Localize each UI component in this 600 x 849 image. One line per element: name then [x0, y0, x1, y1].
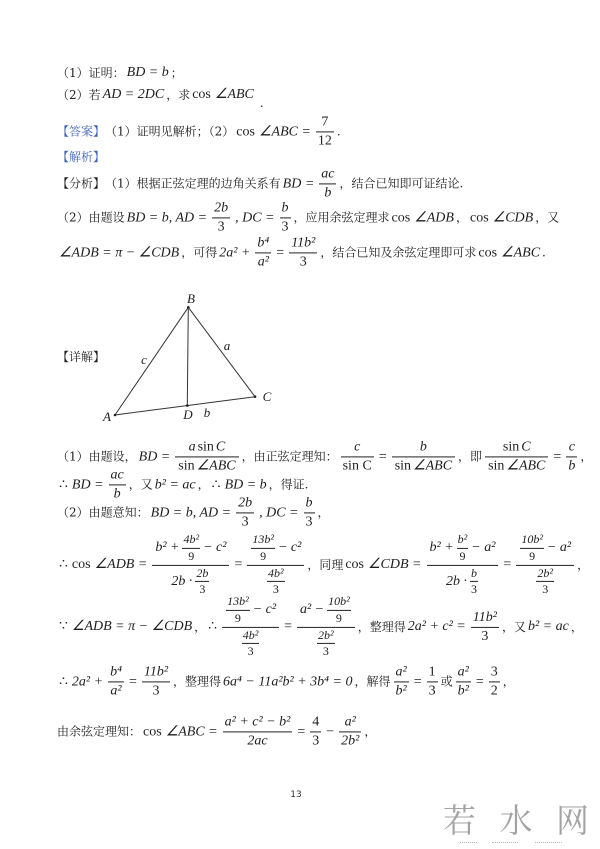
text: ，又 — [501, 619, 526, 634]
point-c-dot — [254, 395, 257, 398]
fraction-2b2-3 — [536, 567, 554, 598]
math-expression: 2a² + — [71, 673, 104, 689]
question-part-2 — [57, 86, 264, 110]
denominator: 3 — [542, 582, 549, 597]
denominator: 9 — [335, 610, 342, 625]
text: ，即 — [458, 449, 483, 464]
text: ，又 — [535, 210, 560, 225]
denominator: b² — [395, 683, 407, 699]
detail-line-5 — [57, 595, 583, 659]
denominator: 2ac — [247, 733, 268, 749]
equals: = — [128, 673, 137, 689]
fraction-b-3 — [470, 567, 478, 598]
fraction-11b2-3 — [289, 235, 317, 270]
cos-function: cos — [391, 209, 411, 225]
math-expression: BD = b — [126, 64, 169, 80]
denominator: a² — [257, 254, 269, 270]
numerator — [516, 533, 574, 566]
angle-abc: ∠ABC — [413, 458, 453, 474]
text: ，由正弦定理知： — [241, 449, 338, 464]
numerator: 13b² — [226, 595, 250, 611]
left-fraction — [222, 595, 279, 659]
equals: = — [413, 673, 422, 689]
term: a — [188, 439, 196, 455]
fraction-2b-3 — [195, 567, 209, 598]
punctuation: ， — [364, 724, 377, 739]
vertex-label-c: C — [262, 389, 272, 404]
text: ，同理 — [307, 557, 344, 572]
term: C — [521, 439, 531, 455]
numerator: 3 — [489, 664, 500, 682]
math-expression: 2a² + c² = — [407, 618, 466, 634]
text: ，又 — [128, 477, 153, 492]
detail-line-7 — [57, 714, 376, 749]
text: （2）由题意知： — [57, 505, 149, 520]
term: − c² — [252, 602, 277, 618]
text: ，应用余弦定理求 — [293, 210, 390, 225]
denominator: b — [113, 486, 121, 502]
therefore-symbol: ∴ — [211, 476, 221, 492]
numerator: 2b — [195, 567, 209, 583]
analysis-line-3 — [57, 235, 546, 270]
text: ，求 — [166, 87, 191, 102]
cos-function: cos — [71, 556, 91, 572]
numerator: a² — [394, 664, 409, 682]
denominator: 2b² — [341, 733, 360, 749]
denominator: b — [324, 185, 332, 201]
denominator: b² — [457, 683, 469, 699]
text: （2）由题设 — [57, 210, 125, 225]
angle-abc: ∠ABC — [214, 86, 254, 102]
term: 2b · — [445, 573, 467, 589]
sin-function: sin — [502, 439, 520, 455]
math-expression: , DC = — [235, 209, 275, 225]
denominator: 3 — [312, 733, 320, 749]
numerator — [297, 595, 355, 628]
watermark-char: 若 — [443, 800, 476, 840]
solution-header — [57, 150, 105, 164]
fraction-ac-b — [319, 166, 336, 201]
math-expression: ∠ADB = π − ∠CDB — [71, 618, 193, 634]
triangle-diagram — [100, 290, 280, 425]
punctuation: ， — [197, 477, 210, 492]
side-label-a: a — [223, 338, 231, 353]
text: 由余弦定理知： — [57, 724, 142, 739]
term: C — [215, 439, 226, 455]
numerator: b — [392, 439, 455, 457]
analysis-line-2 — [57, 200, 559, 235]
cos-cdb-simplified-fraction — [516, 533, 574, 597]
detail-line-4 — [57, 533, 589, 597]
cos-adb-simplified-fraction — [247, 533, 304, 597]
numerator: ac — [109, 467, 126, 485]
punctuation: ， — [455, 210, 468, 225]
because-symbol: ∵ — [59, 618, 68, 634]
fraction-b4-a2 — [255, 235, 271, 270]
numerator: 7 — [316, 114, 334, 132]
sin-function: sin — [394, 458, 412, 474]
equals: = — [475, 673, 484, 689]
fraction-3-2 — [489, 664, 500, 699]
fraction-2b-3 — [236, 495, 254, 530]
angle-abc: ∠ABC — [501, 244, 541, 260]
cos-function: cos — [478, 244, 498, 260]
answer-tag: 【答案】 — [57, 124, 106, 139]
numerator: 13b² — [251, 533, 275, 549]
numerator — [247, 533, 304, 566]
fraction-b-sinabc — [392, 439, 455, 474]
text: ，结合已知即可证结论. — [339, 176, 464, 191]
fraction-4-3 — [310, 714, 321, 749]
numerator: b — [304, 495, 315, 513]
denominator: 9 — [188, 548, 195, 563]
side-label-c: c — [141, 352, 147, 367]
denominator — [427, 566, 499, 598]
denominator: 3 — [470, 582, 477, 597]
period: . — [336, 124, 341, 139]
cos-function: cos — [345, 556, 364, 572]
text-or: 或 — [440, 674, 453, 689]
cos-cdb-fraction — [427, 533, 499, 597]
vertex-label-a: A — [103, 409, 111, 424]
math-expression: BD = b, AD = — [150, 504, 232, 520]
math-expression: ∠ADB = π − ∠CDB — [59, 244, 180, 260]
side-bc-line — [188, 307, 255, 396]
part-2-label: （2）若 — [57, 87, 101, 102]
detail-tag: 【详解】 — [57, 349, 106, 364]
numerator: a² + c² − b² — [223, 714, 293, 732]
math-expression: BD = — [282, 175, 315, 191]
denominator: 3 — [199, 582, 206, 597]
analysis-tag: 【分析】 — [57, 176, 106, 191]
math-expression: , DC = — [259, 504, 299, 520]
answer-fraction — [316, 114, 334, 149]
period: . — [259, 95, 264, 110]
watermark-char: 网 — [556, 800, 589, 840]
text: ，结合已知及余弦定理即可求 — [320, 245, 477, 260]
numerator: 11b² — [142, 664, 170, 682]
fraction-c-b — [566, 439, 577, 474]
denominator: 3 — [272, 582, 279, 597]
therefore-symbol: ∴ — [208, 618, 218, 634]
equals: = — [234, 556, 243, 572]
fraction-11b2-3 — [142, 664, 170, 699]
angle-abc-equals: ∠ABC = — [258, 123, 311, 139]
fraction-sinc-sinabc — [485, 439, 548, 474]
numerator: 11b² — [289, 235, 317, 253]
term: − a² — [471, 540, 496, 556]
text: ，整理得 — [173, 674, 222, 689]
numerator — [427, 533, 499, 566]
denominator — [485, 458, 548, 475]
watermark-subtext-mark — [535, 842, 562, 843]
angle-cdb-equals: ∠CDB = — [368, 556, 422, 572]
analysis-line-1 — [57, 166, 463, 201]
therefore-symbol: ∴ — [59, 556, 68, 572]
numerator: 4b² — [182, 533, 200, 549]
math-expression: AD = 2DC — [102, 86, 165, 102]
numerator: 2b² — [317, 629, 335, 645]
numerator: 1 — [427, 664, 438, 682]
watermark-subtext-mark — [460, 842, 477, 843]
numerator: 4 — [310, 714, 321, 732]
fraction-13b2-9 — [251, 533, 275, 564]
denominator: 9 — [234, 610, 241, 625]
answer-text: （1）证明见解析；（2） — [105, 124, 235, 139]
denominator: 3 — [305, 514, 313, 530]
fraction-a2-b2 — [394, 664, 409, 699]
denominator: 3 — [241, 514, 249, 530]
text: ，得证. — [268, 477, 309, 492]
fraction-10b2-9 — [327, 595, 351, 626]
term: − c² — [277, 540, 302, 556]
detail-line-3 — [57, 495, 330, 530]
text: （1）根据正弦定理的边角关系有 — [105, 176, 281, 191]
equals: = — [553, 448, 562, 464]
text: （1）由题设， — [57, 449, 137, 464]
solution-tag: 【解析】 — [57, 149, 106, 164]
fraction-b-3 — [304, 495, 315, 530]
vertex-label-d: D — [183, 407, 193, 422]
cos-function: cos — [192, 86, 211, 102]
answer-line — [57, 114, 341, 149]
denominator — [152, 566, 229, 598]
math-expression: BD = b, AD = — [126, 209, 208, 225]
math-expression: BD = b — [224, 476, 267, 492]
term: a² − — [299, 602, 325, 618]
angle-abc: ∠ABC — [506, 458, 546, 474]
question-part-1 — [57, 65, 183, 81]
watermark-logo — [443, 801, 589, 839]
angle-abc-equals: ∠ABC = — [165, 723, 218, 739]
minus: − — [326, 723, 335, 739]
denominator: 9 — [459, 548, 466, 563]
page-number: 13 — [290, 790, 302, 800]
numerator: b² — [457, 533, 469, 549]
equals: = — [297, 723, 306, 739]
term: − c² — [203, 540, 227, 556]
fraction-b2-9 — [457, 533, 469, 564]
cos-adb-fraction — [152, 533, 229, 597]
watermark-subtext-mark — [492, 842, 518, 843]
angle-abc: ∠ABC — [196, 458, 236, 474]
numerator: 2b — [236, 495, 254, 513]
segment-bd-line — [187, 307, 188, 405]
denominator: a² — [110, 683, 122, 699]
fraction-10b2-9 — [520, 533, 544, 564]
denominator — [297, 628, 355, 660]
denominator — [516, 566, 574, 598]
fraction-a2-b2 — [456, 664, 471, 699]
side-ab-line — [115, 307, 188, 415]
numerator: b — [470, 567, 478, 583]
term: − a² — [546, 540, 572, 556]
term: 2b · — [171, 573, 193, 589]
denominator: 3 — [481, 628, 489, 644]
numerator: 10b² — [520, 533, 544, 549]
watermark-char: 水 — [499, 800, 533, 840]
fraction-2b2-3 — [317, 629, 335, 660]
equals: = — [276, 244, 285, 260]
fraction-4b2-3 — [242, 629, 260, 660]
cos-function: cos — [236, 123, 255, 139]
math-expression: b² = ac — [154, 476, 196, 492]
fraction-c-sinc — [341, 439, 374, 474]
sin-function: sin — [197, 439, 214, 455]
punctuation: ， — [570, 619, 583, 634]
denominator: 9 — [260, 548, 267, 563]
fraction-4b2-9 — [182, 533, 200, 564]
numerator: c — [566, 439, 577, 457]
term: b² + — [155, 540, 180, 556]
numerator: 2b² — [536, 567, 554, 583]
punctuation: ， — [317, 505, 330, 520]
denominator: 3 — [247, 644, 254, 659]
denominator: 3 — [322, 644, 329, 659]
denominator — [247, 566, 304, 598]
numerator: a² — [456, 664, 471, 682]
text: ，整理得 — [357, 619, 406, 634]
right-fraction — [297, 595, 355, 659]
numerator: 10b² — [327, 595, 351, 611]
numerator: 11b² — [471, 609, 499, 627]
detail-header — [57, 350, 105, 364]
denominator: b — [568, 458, 576, 474]
therefore-symbol: ∴ — [59, 476, 68, 492]
punctuation: ， — [502, 674, 515, 689]
denominator: 3 — [217, 219, 225, 235]
numerator: 2b — [212, 200, 230, 218]
vertex-label-b: B — [187, 291, 195, 306]
math-expression: 2a² + — [219, 244, 251, 260]
denominator: 3 — [428, 683, 436, 699]
denominator — [392, 458, 455, 475]
numerator: b⁴ — [108, 664, 124, 682]
fraction-13b2-9 — [226, 595, 250, 626]
fraction-2b-3 — [212, 200, 230, 235]
numerator: c — [341, 439, 374, 457]
numerator: b — [280, 200, 291, 218]
detail-line-6 — [57, 664, 515, 699]
numerator — [485, 439, 548, 457]
punctuation: ， — [194, 619, 207, 634]
point-a-dot — [114, 414, 117, 417]
denominator: 3 — [152, 683, 160, 699]
math-expression: 6a⁴ − 11a²b² + 3b⁴ = 0 — [223, 673, 353, 689]
text: ，可得 — [181, 245, 218, 260]
numerator: ac — [319, 166, 336, 184]
fraction-1-3 — [427, 664, 438, 699]
denominator: 3 — [299, 254, 307, 270]
angle-cdb: ∠CDB — [492, 209, 534, 225]
denominator: 9 — [529, 548, 536, 563]
equals: = — [378, 448, 387, 464]
math-expression: BD = — [138, 448, 171, 464]
text: ，解得 — [354, 674, 391, 689]
numerator: 4b² — [242, 629, 260, 645]
numerator — [152, 533, 229, 566]
angle-adb-equals: ∠ADB = — [94, 556, 148, 572]
therefore-symbol: ∴ — [59, 673, 68, 689]
part-1-label: （1）证明： — [57, 65, 125, 80]
numerator — [175, 439, 238, 457]
numerator — [222, 595, 279, 628]
fraction-b4-a2 — [108, 664, 124, 699]
denominator — [222, 628, 279, 660]
law-of-cosines-fraction — [223, 714, 293, 749]
sin-function: sin — [488, 458, 505, 474]
punctuation: ， — [577, 557, 590, 572]
numerator: a² — [339, 714, 361, 732]
side-label-b: b — [203, 405, 211, 420]
punctuation: ， — [580, 449, 593, 464]
math-expression: BD = — [71, 476, 104, 492]
cos-function: cos — [469, 209, 489, 225]
cos-function: cos — [143, 723, 162, 739]
period: . — [542, 245, 546, 260]
fraction-11b2-3 — [471, 609, 499, 644]
denominator: sin C — [342, 458, 372, 474]
sin-function: sin — [178, 458, 195, 474]
numerator: b⁴ — [255, 235, 271, 253]
denominator: 12 — [317, 133, 332, 149]
fraction-a2-2b2 — [339, 714, 361, 749]
punctuation: ； — [170, 65, 183, 80]
fraction-b-3 — [280, 200, 291, 235]
equals: = — [503, 556, 512, 572]
numerator: 4b² — [267, 567, 285, 583]
equals: = — [284, 618, 292, 634]
denominator: 3 — [281, 219, 289, 235]
term: b² + — [429, 540, 454, 556]
denominator: 2 — [490, 683, 498, 699]
fraction-4b2-3 — [267, 567, 285, 598]
math-expression: b² = ac — [527, 618, 569, 634]
angle-adb: ∠ADB — [414, 209, 454, 225]
